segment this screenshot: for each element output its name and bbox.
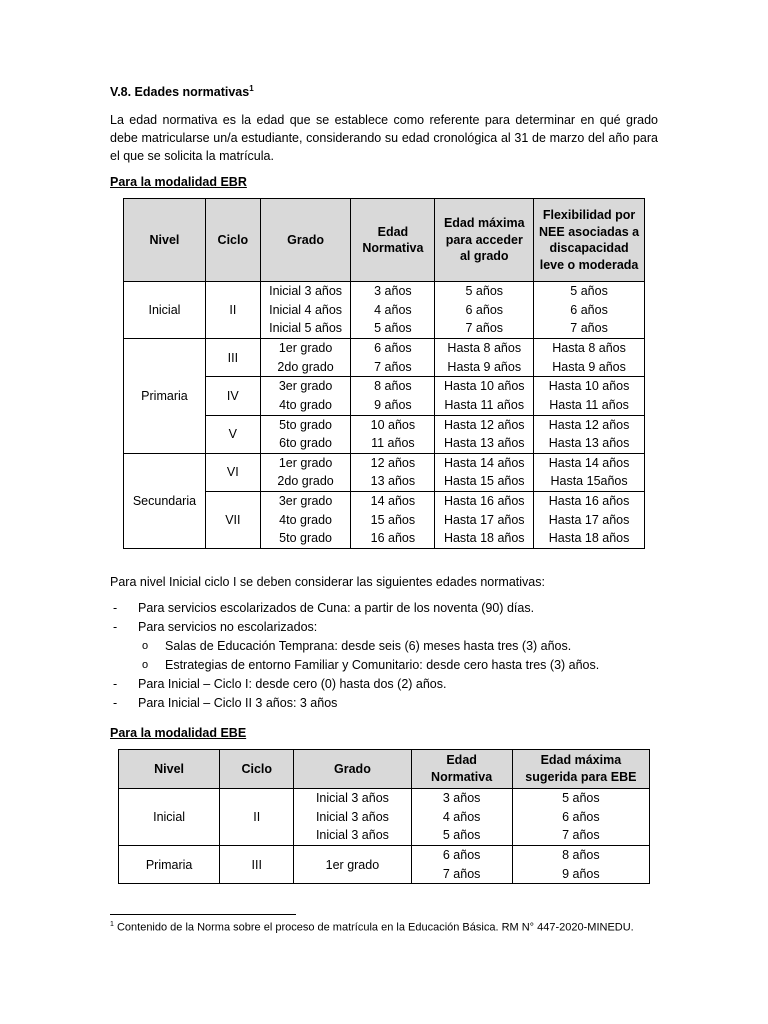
list-item-text: Para Inicial – Ciclo I: desde cero (0) hasta dos (2) años. [138, 676, 447, 691]
grado-cell [260, 377, 351, 415]
cell-lines: 14 años 15 años 16 años [370, 494, 416, 546]
flex-cell [534, 282, 645, 339]
ciclo-cell: IV [205, 377, 260, 415]
ebe-label: Para la modalidad EBE [110, 725, 247, 740]
grado-cell [260, 453, 351, 491]
table-row [119, 845, 650, 883]
footnote-separator [110, 914, 296, 915]
ciclo-cell: III [220, 845, 294, 883]
header-cell: Edad Normativa [351, 199, 435, 282]
ebr-label: Para la modalidad EBR [110, 175, 247, 190]
list-item [110, 675, 658, 694]
cell-lines: 6 años 7 años [442, 847, 481, 881]
nivel-cell: Primaria [124, 339, 206, 454]
ebr-table [123, 198, 645, 549]
maxima-cell [512, 845, 649, 883]
cell-lines: Hasta 16 años Hasta 17 años Hasta 18 años [548, 494, 630, 546]
sub-list-item [110, 656, 658, 675]
header-cell: Nivel [124, 199, 206, 282]
cell-lines: Hasta 16 años Hasta 17 años Hasta 18 años [443, 494, 525, 546]
intro-paragraph: La edad normativa es la edad que se establece como referente para determinar en qué grado debe matricularse un/a estudiante, considerando su edad cronológica al 31 de marzo del año para el que se solicita la matrícula. [110, 113, 658, 164]
maxima-cell [435, 453, 534, 491]
header-cell: Nivel [119, 749, 220, 788]
table-row [124, 282, 645, 339]
maxima-cell [435, 491, 534, 548]
edad-cell [411, 788, 512, 845]
nivel-cell: Inicial [119, 788, 220, 845]
maxima-cell [435, 377, 534, 415]
edad-cell [351, 377, 435, 415]
cell-lines: Hasta 14 años Hasta 15años [548, 455, 630, 489]
grado-cell [260, 282, 351, 339]
cell-lines: Hasta 12 años Hasta 13 años [443, 417, 525, 451]
cell-lines: Hasta 10 años Hasta 11 años [443, 379, 525, 412]
header-cell: Ciclo [220, 749, 294, 788]
flex-cell [534, 377, 645, 415]
header-cell: Grado [260, 199, 351, 282]
sub-item-text: Salas de Educación Temprana: desde seis (6) meses hasta tres (3) años. [165, 638, 572, 653]
list-item [110, 694, 658, 713]
cell-lines: 5to grado 6to grado [279, 417, 332, 451]
cell-lines: 10 años 11 años [370, 417, 416, 451]
nivel-cell: Primaria [119, 845, 220, 883]
cell-lines: 5 años 6 años 7 años [562, 791, 600, 843]
cell-lines: 5 años 6 años 7 años [465, 284, 504, 336]
ebr-header-row [124, 199, 645, 282]
edad-cell [351, 491, 435, 548]
sub-list [110, 637, 658, 675]
maxima-cell [435, 339, 534, 377]
nivel-cell: Secundaria [124, 453, 206, 548]
cell-lines: 1er grado 2do grado [277, 455, 334, 489]
nivel-cell: Inicial [124, 282, 206, 339]
cell-lines: 3er grado 4to grado 5to grado [278, 494, 333, 546]
ebe-table [118, 749, 650, 884]
maxima-cell [435, 282, 534, 339]
list-item [110, 618, 658, 675]
table-row [124, 339, 645, 377]
edad-cell [351, 339, 435, 377]
ciclo-cell: V [205, 415, 260, 453]
footnote [110, 921, 634, 934]
cell-lines: Hasta 14 años Hasta 15 años [443, 455, 525, 489]
cell-lines: 8 años 9 años [374, 379, 412, 412]
header-cell: Flexibilidad por NEE asociadas a discapacidad leve o moderada [534, 199, 645, 282]
footnote-text: Contenido de la Norma sobre el proceso de matrícula en la Educación Básica. RM N° 447-2020-MINEDU. [113, 921, 634, 934]
sub-item-text: Estrategias de entorno Familiar y Comunitario: desde cero hasta tres (3) años. [165, 657, 600, 672]
maxima-cell [512, 788, 649, 845]
edad-cell [411, 845, 512, 883]
ciclo-cell: II [220, 788, 294, 845]
footnote-number: 1 [110, 921, 114, 928]
cell-lines: 3 años 4 años 5 años [442, 791, 481, 843]
document-page [110, 84, 658, 884]
flex-cell [534, 415, 645, 453]
cell-lines: 1er grado 2do grado [277, 341, 334, 374]
header-cell: Grado [294, 749, 411, 788]
cell-lines: Hasta 12 años Hasta 13 años [548, 417, 630, 451]
cell-lines: 8 años 9 años [562, 847, 600, 881]
header-cell: Ciclo [205, 199, 260, 282]
edad-cell [351, 453, 435, 491]
section-heading [110, 84, 658, 99]
heading-text: V.8. Edades normativas [110, 85, 250, 100]
grado-cell [260, 339, 351, 377]
ciclo-cell: II [205, 282, 260, 339]
table-row [124, 453, 645, 491]
list-item-text: Para servicios no escolarizados: [138, 619, 318, 634]
grado-cell [260, 491, 351, 548]
dash-bullet: - [113, 695, 118, 710]
header-cell: Edad máxima sugerida para EBE [512, 749, 649, 788]
list-item [110, 599, 658, 618]
cell-lines: Hasta 8 años Hasta 9 años [552, 341, 626, 374]
grado-cell [260, 415, 351, 453]
cell-lines: Hasta 8 años Hasta 9 años [447, 341, 522, 374]
edad-cell [351, 282, 435, 339]
flex-cell [534, 453, 645, 491]
ciclo-cell: VI [205, 453, 260, 491]
flex-cell [534, 491, 645, 548]
ciclo-cell: III [205, 339, 260, 377]
list-item-text: Para servicios escolarizados de Cuna: a partir de los noventa (90) días. [138, 600, 535, 615]
cell-lines: 5 años 6 años 7 años [570, 284, 608, 336]
maxima-cell [435, 415, 534, 453]
ciclo1-intro: Para nivel Inicial ciclo I se deben considerar las siguientes edades normativas: [110, 574, 545, 589]
cell-lines: Inicial 3 años Inicial 4 años Inicial 5 años [269, 284, 343, 336]
circle-bullet: o [142, 639, 149, 652]
dash-bullet: - [113, 600, 118, 615]
edad-cell [351, 415, 435, 453]
table-row [119, 788, 650, 845]
header-cell: Edad Normativa [411, 749, 512, 788]
ebe-header-row [119, 749, 650, 788]
cell-lines: 3er grado 4to grado [278, 379, 333, 412]
cell-lines: 3 años 4 años 5 años [374, 284, 412, 336]
footnote-ref: 1 [249, 84, 254, 93]
cell-lines: Hasta 10 años Hasta 11 años [548, 379, 630, 412]
circle-bullet: o [142, 658, 149, 671]
dash-bullet: - [113, 619, 118, 634]
flex-cell [534, 339, 645, 377]
cell-lines: Inicial 3 años Inicial 3 años Inicial 3 años [315, 791, 389, 843]
ciclo-cell: VII [205, 491, 260, 548]
header-cell: Edad máxima para acceder al grado [435, 199, 534, 282]
cell-lines: 6 años 7 años [374, 341, 412, 374]
cell-lines: 12 años 13 años [370, 455, 416, 489]
dash-bullet: - [113, 676, 118, 691]
list-item-text: Para Inicial – Ciclo II 3 años: 3 años [138, 695, 338, 710]
grado-cell: 1er grado [294, 845, 411, 883]
sub-list-item [110, 637, 658, 656]
grado-cell [294, 788, 411, 845]
ciclo1-list [110, 599, 658, 713]
